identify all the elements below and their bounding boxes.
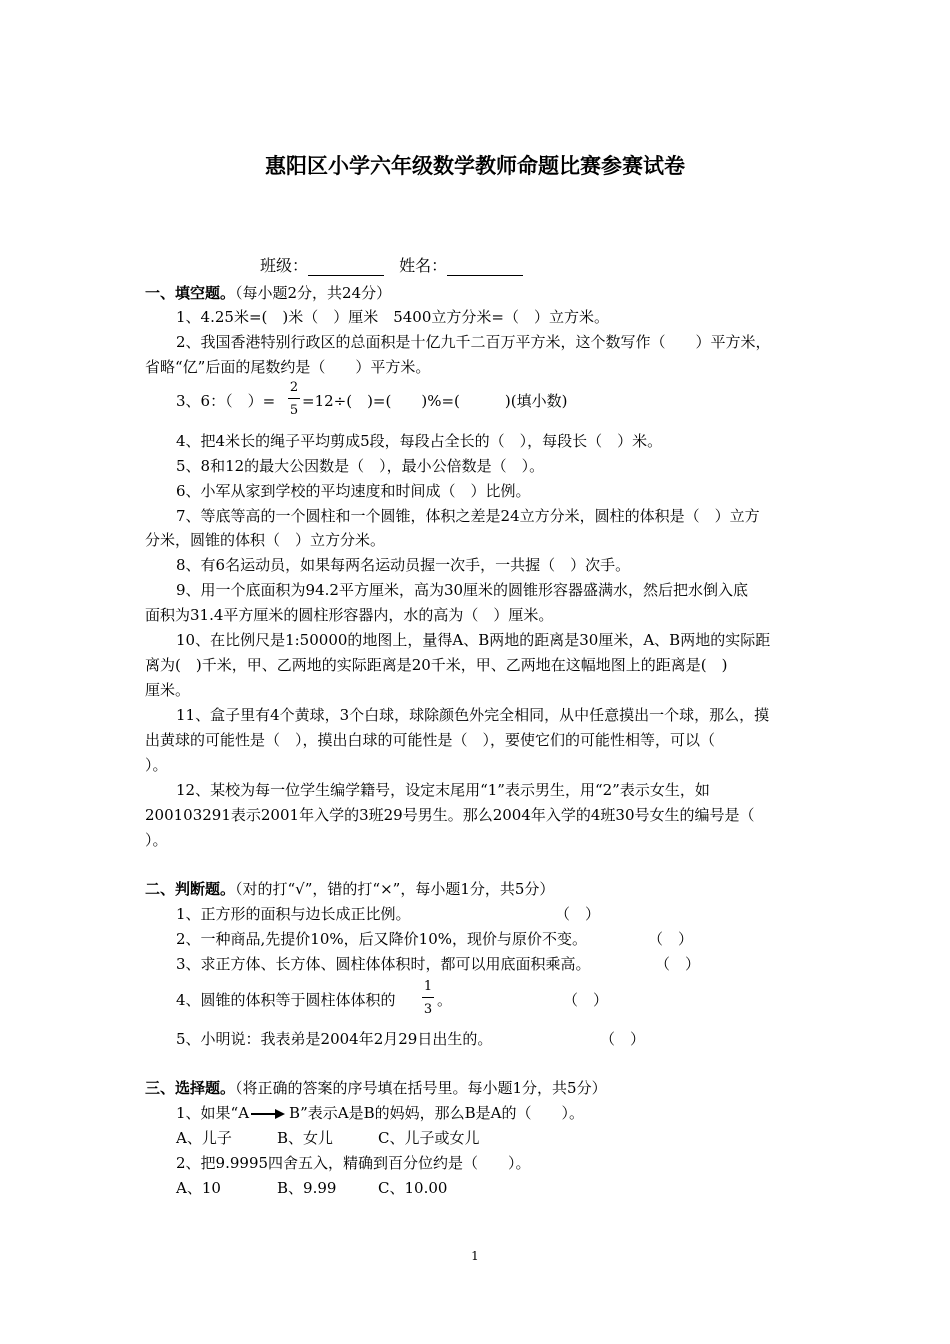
section1-note: （每小题2分，共24分） (235, 284, 392, 302)
q1-11-line2: 出黄球的可能性是（ ），摸出白球的可能性是（ ），要使它们的可能性相等，可以（ (145, 731, 716, 749)
q3-2-option-a[interactable]: A、10 (176, 1179, 221, 1197)
q3-2: 2、把9.9995四舍五入，精确到百分位约是（ ）。 (176, 1154, 531, 1172)
q3-1-part2: B”表示A是B的妈妈，那么B是A的（ ）。 (289, 1104, 584, 1122)
q1-2-line2: 省略“亿”后面的尾数约是（ ）平方米。 (145, 358, 431, 376)
q3-2-option-b[interactable]: B、9.99 (277, 1179, 337, 1197)
section3-note: （将正确的答案的序号填在括号里。每小题1分，共5分） (235, 1079, 607, 1097)
q2-2: 2、一种商品,先提价10%，后又降价10%，现价与原价不变。 (176, 930, 587, 948)
q1-7-line2: 分米，圆锥的体积（ ）立方分米。 (145, 531, 386, 549)
q1-3-numerator: 2 (289, 380, 299, 395)
student-info (260, 253, 533, 276)
q1-11-line1: 11、盒子里有4个黄球，3个白球，球除颜色外完全相同，从中任意摸出一个球，那么，摸 (176, 706, 770, 724)
q1-2-line1: 2、我国香港特别行政区的总面积是十亿九千二百万平方米，这个数写作（ ）平方米， (176, 333, 771, 351)
q2-5-answer[interactable]: （ ） (600, 1030, 646, 1048)
q2-1-answer[interactable]: （ ） (555, 905, 601, 923)
q3-1 (176, 1102, 584, 1123)
q1-3-part1: 3、6：（ ）= (176, 392, 276, 410)
q1-9-line2: 面积为31.4平方厘米的圆柱形容器内，水的高为（ ）厘米。 (145, 606, 554, 624)
q2-4-denominator: 3 (423, 1002, 433, 1017)
section2-title: 二、判断题。 (145, 880, 236, 898)
q3-2-option-c[interactable]: C、10.00 (378, 1179, 448, 1197)
q1-3-denominator: 5 (289, 403, 299, 418)
q1-4: 4、把4米长的绳子平均剪成5段，每段占全长的（ ），每段长（ ）米。 (176, 432, 663, 450)
q1-11-line3: ）。 (145, 756, 168, 774)
section3-heading (145, 1077, 607, 1098)
class-blank[interactable] (308, 259, 384, 276)
q1-12-line3: ）。 (145, 831, 168, 849)
q3-1-part1: 1、如果“A (176, 1104, 250, 1122)
q1-12-line2: 200103291表示2001年入学的3班29号男生。那么2004年入学的4班30号女生的编号是（ (145, 806, 755, 824)
section1-heading (145, 282, 391, 303)
q1-10-line1: 10、在比例尺是1:50000的地图上，量得A、B两地的距离是30厘米，A、B两地的实际距 (176, 631, 771, 649)
section2-heading (145, 878, 554, 899)
section1-title: 一、填空题。 (145, 284, 236, 302)
q1-8: 8、有6名运动员，如果每两名运动员握一次手，一共握（ ）次手。 (176, 556, 631, 574)
q2-1: 1、正方形的面积与边长成正比例。 (176, 905, 411, 923)
name-label: 姓名： (399, 256, 448, 275)
q2-3-answer[interactable]: （ ） (655, 955, 701, 973)
q1-6: 6、小军从家到学校的平均速度和时间成（ ）比例。 (176, 482, 531, 500)
q1-10-line2: 离为( )千米，甲、乙两地的实际距离是20千米，甲、乙两地在这幅地图上的距离是( ) (145, 656, 728, 674)
q1-9-line1: 9、用一个底面积为94.2平方厘米，高为30厘米的圆锥形容器盛满水，然后把水倒入底 (176, 581, 749, 599)
q1-3-part2: =12÷( )=( )%=( )(填小数) (302, 392, 568, 410)
class-label: 班级： (260, 256, 309, 275)
q1-1: 1、4.25米=( )米（ ）厘米 5400立方分米=（ ）立方米。 (176, 308, 609, 326)
q2-2-answer[interactable]: （ ） (648, 930, 694, 948)
q3-1-option-c[interactable]: C、儿子或女儿 (378, 1129, 480, 1147)
q2-4-numerator: 1 (423, 979, 433, 994)
q1-3-fraction-bar (288, 398, 300, 399)
q1-12-line1: 12、某校为每一位学生编学籍号，设定末尾用“1”表示男生，用“2”表示女生，如 (176, 781, 710, 799)
q2-4-fraction-bar (422, 997, 434, 998)
right-arrow-icon (251, 1109, 287, 1119)
q2-4-answer[interactable]: （ ） (563, 991, 609, 1009)
q2-4-part1: 4、圆锥的体积等于圆柱体体积的 (176, 991, 396, 1009)
q1-7-line1: 7、等底等高的一个圆柱和一个圆锥，体积之差是24立方分米，圆柱的体积是（ ）立方 (176, 507, 760, 525)
name-blank[interactable] (447, 259, 523, 276)
q3-1-option-a[interactable]: A、儿子 (176, 1129, 232, 1147)
q1-10-line3: 厘米。 (145, 681, 191, 699)
q1-5: 5、8和12的最大公因数是（ ），最小公倍数是（ ）。 (176, 457, 545, 475)
page-number: 1 (471, 1249, 479, 1263)
q2-4-part2: 。 (437, 991, 453, 1009)
section3-title: 三、选择题。 (145, 1079, 236, 1097)
q2-5: 5、小明说：我表弟是2004年2月29日出生的。 (176, 1030, 493, 1048)
page-title: 惠阳区小学六年级数学教师命题比赛参赛试卷 (265, 153, 685, 178)
section2-note: （对的打“√”，错的打“×”，每小题1分，共5分） (235, 880, 555, 898)
q3-1-option-b[interactable]: B、女儿 (277, 1129, 334, 1147)
q2-3: 3、求正方体、长方体、圆柱体体积时，都可以用底面积乘高。 (176, 955, 591, 973)
